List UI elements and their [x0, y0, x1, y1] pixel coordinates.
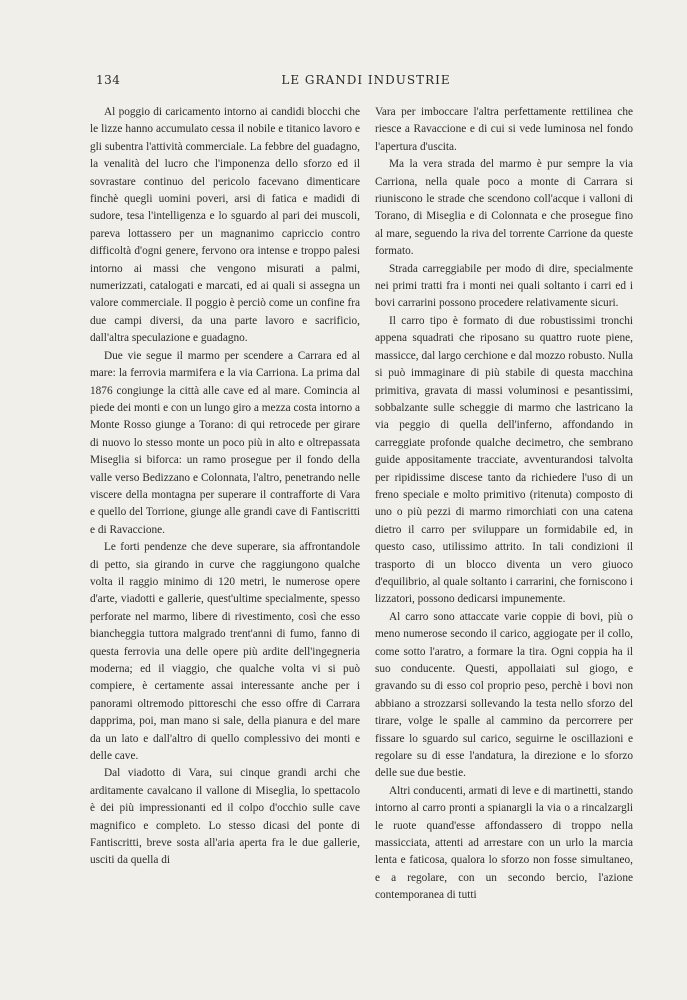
paragraph: Il carro tipo è formato di due robustissimi tronchi appena squadrati che riposano su quattro ruote piene, massicce, dal largo cerchione e dal mozzo robusto. Nulla si può immaginare di più stabile di questa macchina primitiva, gravata di massi voluminosi e pesantissimi, sobbalzante sulle scheggie di marmo che lastricano la via peggio di quella dell'inferno, affondando in carreggiate profonde qualche decimetro, che sembrano guide appositamente tracciate, avventurandosi talvolta per ripidissime discese tanto da richiedere l'uso di un freno speciale e molto primitivo (ritenuta) composto di uno o più pezzi di marmo rimorchiati con una catena dietro il carro per sviluppare un formidabile ed, in questo caso, utilissimo attrito. In tali condizioni il trasporto di un blocco diventa un vero giuoco d'equilibrio, al quale soltanto i carrarini, che forniscono i lizzatori, possono dedicarsi impunemente. [375, 314, 633, 606]
paragraph: Due vie segue il marmo per scendere a Carrara ed al mare: la ferrovia marmifera e la via Carriona. La prima dal 1876 congiunge la città alle cave ed al mare. Comincia al piede dei monti e con un lungo giro a mezza costa intorno a Monte Rosso giunge a Torano: di qui retrocede per girare di nuovo lo stesso monte un poco più in alto e oltrepassata Miseglia si biforca: un ramo prosegue per il fondo della valle verso Bedizzano e Colonnata, l'altro, penetrando nelle viscere della montagna per superare il contrafforte di Vara e quello del Torrione, giunge alle grandi cave di Fantiscritti e di Ravaccione. [90, 349, 360, 536]
page-header [96, 73, 636, 89]
paragraph: Le forti pendenze che deve superare, sia affrontandole di petto, sia girando in curve che raggiungono qualche volta il raggio minimo di 120 metri, le numerose opere d'arte, viadotti e gallerie, quest'ultime specialmente, spesso perforate nel marmo, libere di rivestimento, così che esso biancheggia tuttora malgrado trent'anni di fumo, fanno di questa ferrovia una delle opere più ardite dell'ingegneria moderna; ed il viaggio, che qualche volta vi si può compiere, è certamente assai interessante anche per i panorami oltremodo pittoreschi che esso offre di Carrara dapprima, poi, man mano si sale, della pianura e del mare da un lato e dall'altro di quello complessivo dei monti e delle cave. [90, 541, 360, 763]
running-title: LE GRANDI INDUSTRIE [281, 73, 451, 87]
right-text-column [375, 104, 633, 902]
paragraph: Vara per imboccare l'altra perfettamente rettilinea che riesce a Ravaccione e di cui si vede luminosa nel fondo l'apertura d'uscita. [375, 106, 633, 153]
paragraph: Dal viadotto di Vara, sui cinque grandi archi che arditamente cavalcano il vallone di Miseglia, lo spettacolo è dei più impressionanti ed il colpo d'occhio sulle cave magnifico e completo. Lo stesso dicasi del ponte di Fantiscritti, breve sosta all'aria aperta fra le due gallerie, usciti da quella di [90, 767, 360, 867]
paragraph: Al poggio di caricamento intorno ai candidi blocchi che le lizze hanno accumulato cessa il nobile e titanico lavoro e gli subentra l'attività commerciale. La febbre del guadagno, la venalità del lucro che l'imponenza dello sforzo ed il sovrastare continuo del pericolo facevano dimenticare finchè quegli uomini poveri, arsi di fatica e madidi di sudore, tesa l'intelligenza e lo sguardo al pari dei muscoli, pareva lottassero per un magnanimo capriccio contro difficoltà d'ogni genere, fervono ora intense e troppo palesi intorno ai massi che vengono misurati a palmi, numerizzati, catalogati e marcati, ed ai quali si assegna un valore commerciale. Il poggio è perciò come un confine fra due campi diversi, da una parte lavoro e sacrificio, dall'altra speculazione e guadagno. [90, 106, 360, 345]
paragraph: Strada carreggiabile per modo di dire, specialmente nei primi tratti fra i monti nei quali soltanto i carri ed i bovi carrarini possono procedere relativamente sicuri. [375, 262, 633, 310]
paragraph: Altri conducenti, armati di leve e di martinetti, stando intorno al carro pronti a spianargli la via o a rincalzargli le ruote quand'esse affondassero di troppo nella massicciata, attenti ad arrestare con un urlo la marcia lenta e faticosa, qualora lo sforzo non fosse simultaneo, e a regolare, con un secondo bercio, l'azione contemporanea di tutti [375, 784, 633, 902]
page-number: 134 [96, 73, 121, 87]
paragraph: Ma la vera strada del marmo è pur sempre la via Carriona, nella quale poco a monte di Carrara si riuniscono le strade che scendono coll'acque i valloni di Torano, di Miseglia e di Colonnata e che prosegue fino al mare, seguendo la riva del torrente Carrione da queste formato. [375, 158, 633, 258]
paragraph: Al carro sono attaccate varie coppie di bovi, più o meno numerose secondo il carico, aggiogate per il collo, come sotto l'aratro, a formare la tira. Ogni coppia ha il suo conducente. Questi, appollaiati sul giogo, e gravando su di esso col proprio peso, perchè i bovi non abbiano a strozzarsi sollevando la testa nello sforzo del tirare, volge le spalle al cammino da percorrere per fissare lo sguardo sul carico, seguirne le oscillazioni e regolare su di esse l'andatura, la direzione e lo sforzo delle sue due bestie. [375, 610, 633, 780]
left-text-column [90, 104, 360, 894]
